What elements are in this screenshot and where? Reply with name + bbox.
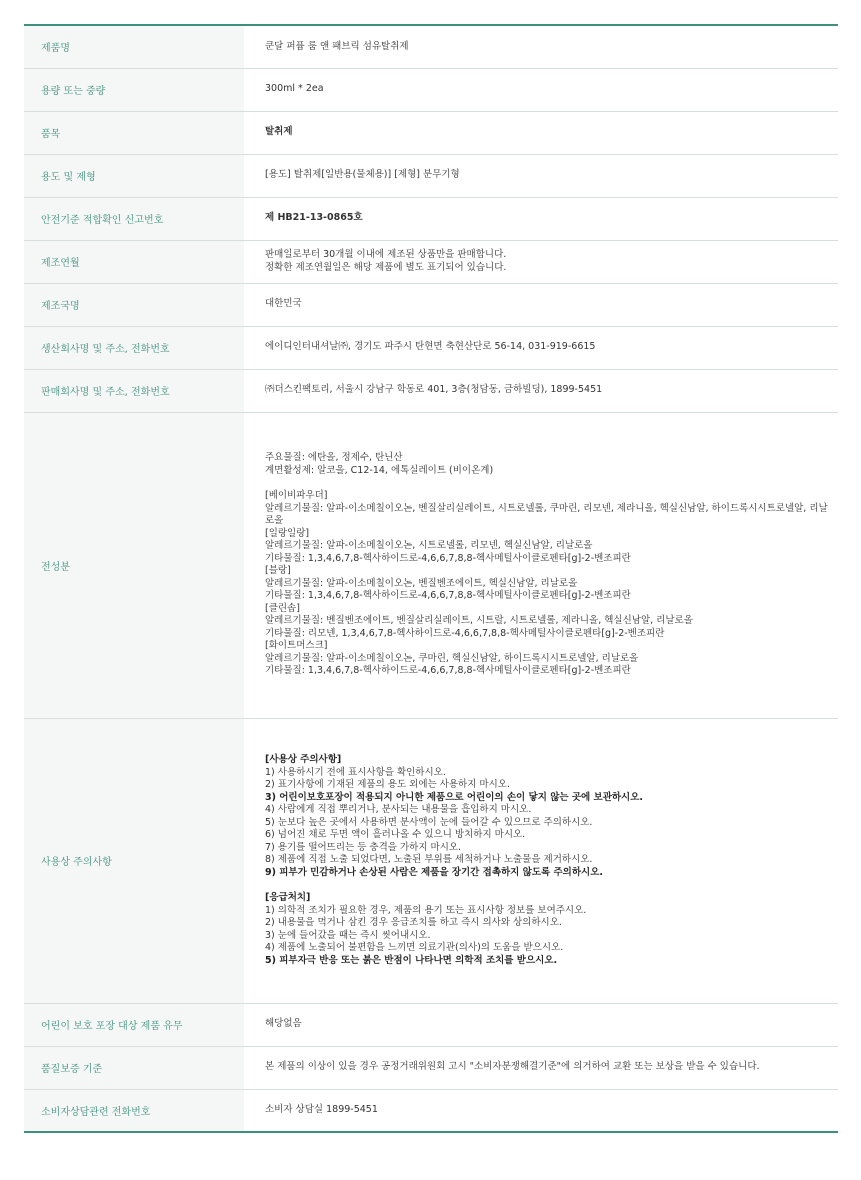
ingredient-line: [화이트머스크]: [265, 640, 328, 652]
label-manufacturer: 생산회사명 및 주소, 전화번호: [24, 326, 244, 369]
precaution-line: 1) 의학적 조치가 필요한 경우, 제품의 용기 또는 표시사항 정보를 보여주시오.: [265, 904, 587, 916]
row-manufacturer: [24, 326, 838, 369]
label-country: 제조국명: [24, 283, 244, 326]
ingredient-line: 알레르기물질: 알파-이소메칠이오논, 쿠마린, 헥실신남알, 하이드록시시트로넬알, 리날로올: [265, 652, 639, 664]
value-customer-phone: 소비자 상담실 1899-5451: [244, 1089, 838, 1132]
manufacture-date-line-2: 정확한 제조연월일은 해당 제품에 별도 표기되어 있습니다.: [265, 261, 507, 273]
label-precautions: 사용상 주의사항: [24, 718, 244, 1003]
ingredient-line: [265, 477, 828, 490]
ingredient-line: 기타물질: 리모넨, 1,3,4,6,7,8-헥사하이드로-4,6,6,7,8,8-헥사메틸사이클로펜타[g]-2-벤조피란: [265, 627, 665, 639]
label-safety-number: 안전기준 적합확인 신고번호: [24, 197, 244, 240]
label-quality-warranty: 품질보증 기준: [24, 1046, 244, 1089]
ingredient-line: 알레르기물질: 알파-이소메칠이오논, 벤질벤조에이트, 헥실신남알, 리날로올: [265, 577, 578, 589]
value-capacity: 300ml * 2ea: [244, 68, 838, 111]
label-usage-form: 용도 및 제형: [24, 154, 244, 197]
value-manufacture-date: [244, 240, 838, 283]
precaution-line: [265, 879, 828, 892]
precaution-line: [응급처치]: [265, 892, 311, 903]
label-manufacture-date: 제조연월: [24, 240, 244, 283]
value-ingredients: [244, 412, 838, 718]
row-product-name: [24, 25, 838, 68]
row-safety-number: [24, 197, 838, 240]
value-seller: ㈜더스킨팩토리, 서울시 강남구 학동로 401, 3층(청담동, 금하빌딩), 1899-5451: [244, 369, 838, 412]
ingredient-line: 알레르기물질: 알파-이소메칠이오논, 시트로넬롤, 리모넨, 헥실신남알, 리날로올: [265, 540, 593, 552]
row-capacity: [24, 68, 838, 111]
precaution-line: 9) 피부가 민감하거나 손상된 사람은 제품을 장기간 접촉하지 않도록 주의하시오.: [265, 866, 603, 878]
label-product-name: 제품명: [24, 25, 244, 68]
precaution-line: 6) 넘어진 채로 두면 액이 흘러나올 수 있으니 방치하지 마시오.: [265, 829, 526, 840]
ingredient-line: [일랑일랑]: [265, 527, 310, 539]
value-precautions: [244, 718, 838, 1003]
ingredient-line: 기타물질: 1,3,4,6,7,8-헥사하이드로-4,6,6,7,8,8-헥사메틸사이클로펜타[g]-2-벤조피란: [265, 590, 631, 602]
ingredient-line: 기타물질: 1,3,4,6,7,8-헥사하이드로-4,6,6,7,8,8-헥사메틸사이클로펜타[g]-2-벤조피란: [265, 552, 631, 564]
value-safety-number: 제 HB21-13-0865호: [244, 197, 838, 240]
row-item-type: [24, 111, 838, 154]
value-item-type: 탈취제: [244, 111, 838, 154]
ingredient-line: 주요물질: 에탄올, 정제수, 탄닌산: [265, 452, 403, 464]
row-seller: [24, 369, 838, 412]
value-country: 대한민국: [244, 283, 838, 326]
value-product-name: 쿤달 퍼퓸 룸 앤 패브릭 섬유탈취제: [244, 25, 838, 68]
ingredient-line: [클린솝]: [265, 602, 300, 614]
manufacture-date-line-1: 판매일로부터 30개월 이내에 제조된 상품만을 판매합니다.: [265, 249, 507, 260]
row-usage-form: [24, 154, 838, 197]
ingredient-line: 알레르기물질: 알파-이소메칠이오논, 벤질살리실레이트, 시트로넬롤, 쿠마린, 리모넨, 제라니올, 헥실신남알, 하이드록시시트로넬알, 리날로올: [265, 502, 828, 527]
precaution-line: 2) 내용물을 먹거나 삼킨 경우 응급조치를 하고 즉시 의사와 상의하시오.: [265, 917, 562, 928]
product-info-body: [24, 25, 838, 1132]
product-info-table: [24, 24, 838, 1133]
value-quality-warranty: 본 제품의 이상이 있을 경우 공정거래위원회 고시 "소비자분쟁해결기준"에 의거하여 교환 또는 보상을 받을 수 있습니다.: [244, 1046, 838, 1089]
value-child-packaging: 해당없음: [244, 1003, 838, 1046]
precaution-line: 3) 어린이보호포장이 적용되지 아니한 제품으로 어린이의 손이 닿지 않는 곳에 보관하시오.: [265, 791, 644, 803]
label-item-type: 품목: [24, 111, 244, 154]
precaution-line: 7) 용기를 떨어뜨리는 등 충격을 가하지 마시오.: [265, 841, 462, 853]
ingredient-line: 계면활성제: 알코올, C12-14, 에톡실레이트 (비이온계): [265, 464, 494, 476]
precaution-line: 8) 제품에 직접 노출 되었다면, 노출된 부위를 세척하거나 노출물을 제거하시오.: [265, 854, 593, 865]
value-manufacturer: 에이디인터내셔날㈜, 경기도 파주시 탄현면 축현산단로 56-14, 031-919-6615: [244, 326, 838, 369]
label-seller: 판매회사명 및 주소, 전화번호: [24, 369, 244, 412]
value-usage-form: [용도] 탈취제[일반용(물체용)] [제형] 분무기형: [244, 154, 838, 197]
row-quality-warranty: [24, 1046, 838, 1089]
ingredient-line: [블랑]: [265, 565, 291, 577]
precaution-line: 2) 표기사항에 기재된 제품의 용도 외에는 사용하지 마시오.: [265, 779, 510, 790]
precaution-line: 5) 피부자극 반응 또는 붉은 반점이 나타나면 의학적 조치를 받으시오.: [265, 954, 558, 966]
row-customer-phone: [24, 1089, 838, 1132]
label-capacity: 용량 또는 중량: [24, 68, 244, 111]
row-country: [24, 283, 838, 326]
ingredient-line: 알레르기물질: 벤질벤조에이트, 벤질살리실레이트, 시트랄, 시트로넬롤, 제라니올, 헥실신남알, 리날로올: [265, 615, 693, 627]
label-customer-phone: 소비자상담관련 전화번호: [24, 1089, 244, 1132]
row-child-packaging: [24, 1003, 838, 1046]
ingredient-line: [베이비파우더]: [265, 490, 328, 502]
row-precautions: [24, 718, 838, 1003]
precaution-line: 5) 눈보다 높은 곳에서 사용하면 분사액이 눈에 들어갈 수 있으므로 주의하시오.: [265, 816, 593, 828]
precaution-line: 1) 사용하시기 전에 표시사항을 확인하시오.: [265, 766, 446, 778]
ingredient-line: 기타물질: 1,3,4,6,7,8-헥사하이드로-4,6,6,7,8,8-헥사메틸사이클로펜타[g]-2-벤조피란: [265, 665, 631, 677]
row-manufacture-date: [24, 240, 838, 283]
row-ingredients: [24, 412, 838, 718]
precaution-line: 4) 제품에 노출되어 불편함을 느끼면 의료기관(의사)의 도움을 받으시오.: [265, 942, 564, 953]
precaution-line: [사용상 주의사항]: [265, 754, 342, 765]
label-child-packaging: 어린이 보호 포장 대상 제품 유무: [24, 1003, 244, 1046]
label-ingredients: 전성분: [24, 412, 244, 718]
precaution-line: 3) 눈에 들어갔을 때는 즉시 씻어내시오.: [265, 929, 431, 941]
precaution-line: 4) 사람에게 직접 뿌리거나, 분사되는 내용물을 흡입하지 마시오.: [265, 804, 532, 815]
